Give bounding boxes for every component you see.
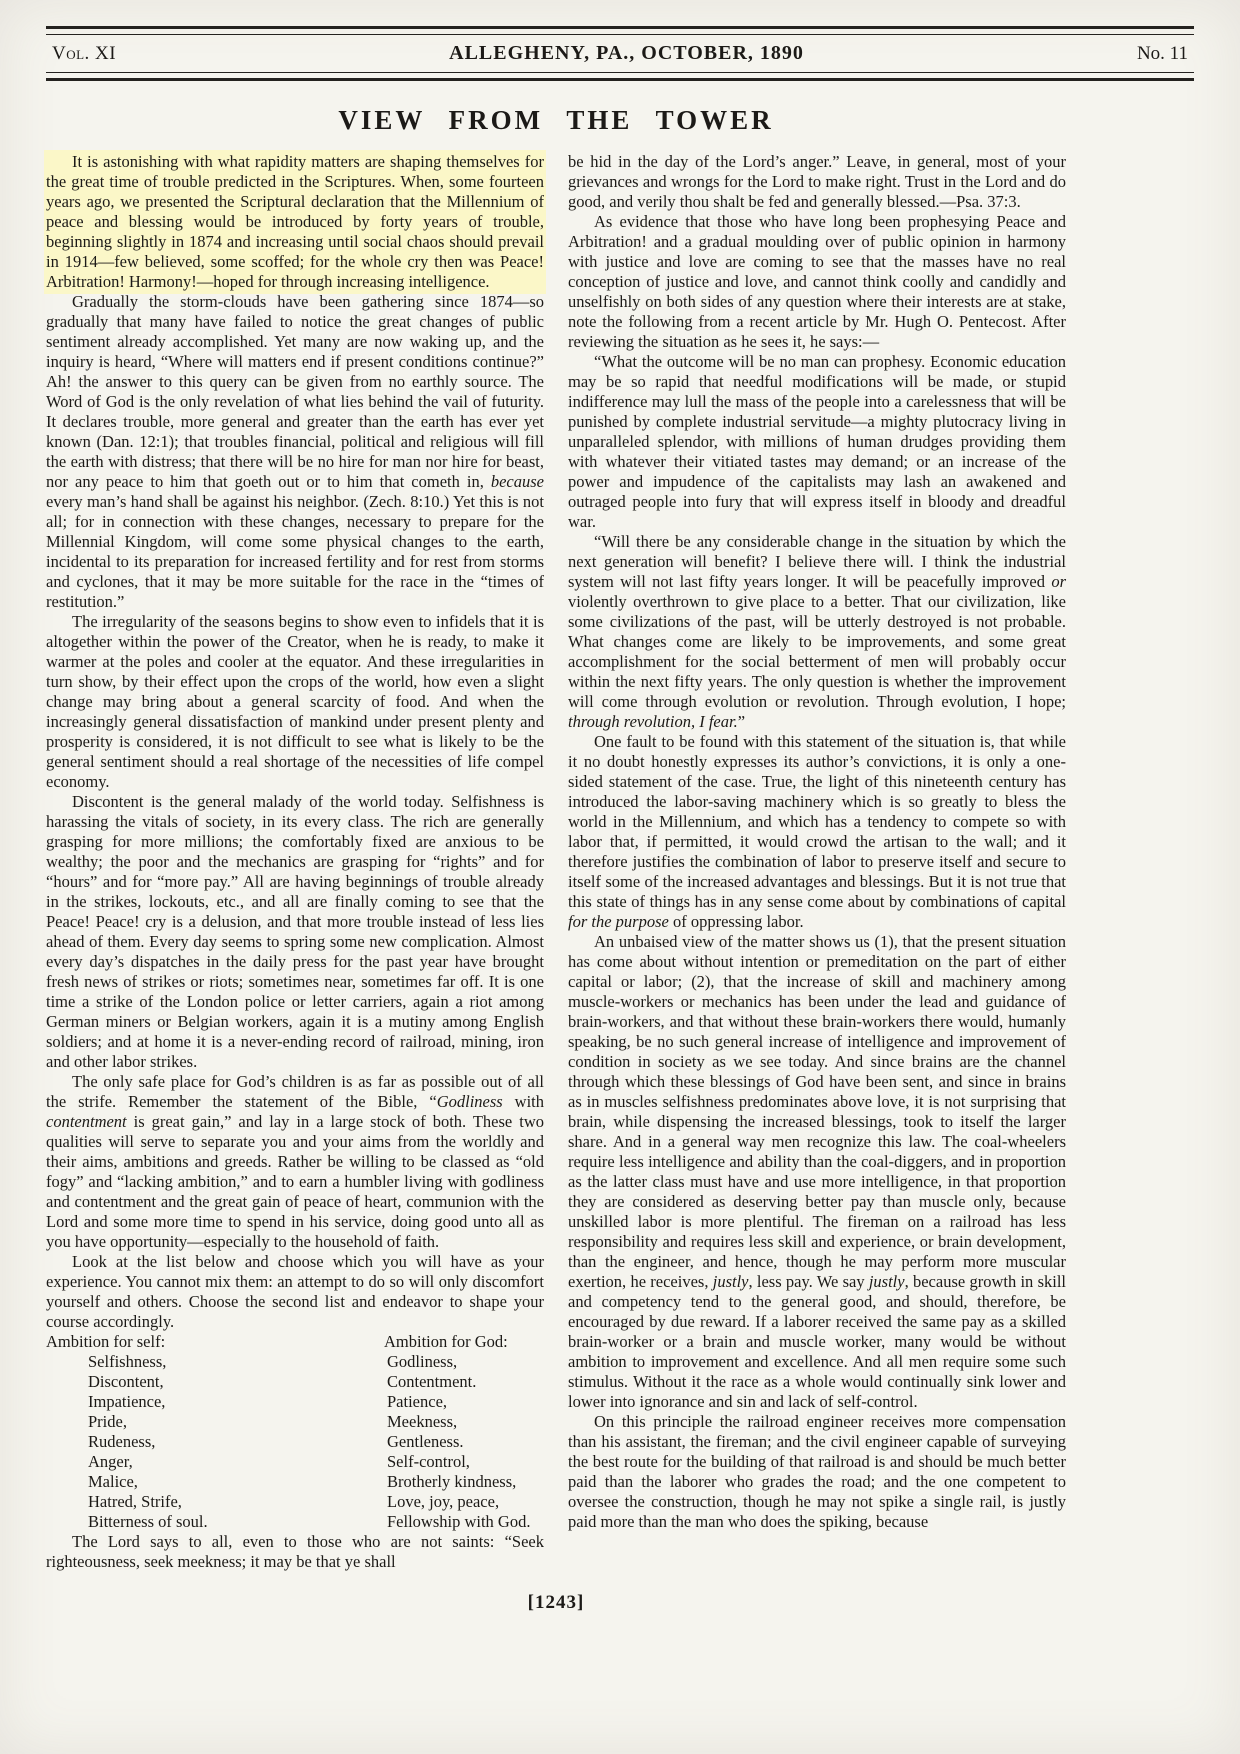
paragraph: As evidence that those who have long been prophesying Peace and Arbitration! and a gradual moulding over of public opinion in harmony with justice and love are coming to see that the masses have no real conception of justice and love, and cannot think coolly and candidly and unselfishly on both sides of any question where their interests are at stake, note the following from a recent article by Mr. Hugh O. Pentecost. After reviewing the situation as he sees it, he says:— xyxy=(568,212,1066,351)
paragraph: “Will there be any considerable change in the situation by which the next generation will benefit? I believe there will. I think the industrial system will not last fifty years longer. It will be peacefully improved or violently overthrown to give place to a better. That our civilization, like some civilizations of the past, will be utterly destroyed is not probable. What changes come are likely to be improvements, and some great accomplishment for the social betterment of men will probably occur within the next fifty years. The only question is whether the improvement will come through evolution or revolution. Through evolution, I hope; through revolution, I fear.” xyxy=(568,532,1066,731)
paragraph: The irregularity of the seasons begins to show even to infidels that it is altogether within the power of the Creator, when he is ready, to make it warmer at the poles and cooler at the equator. And these irregularities in turn show, by their effect upon the crops of the world, how even a slight change may bring about a general scarcity of food. And when the increasingly general dissatisfaction of mankind under present plenty and prosperity is considered, it is not difficult to see what is likely to be the general sentiment should a real shortage of the necessities of life compel economy. xyxy=(46,612,544,791)
masthead xyxy=(46,35,1194,72)
ambition-self-column xyxy=(46,1332,384,1532)
paragraph: Gradually the storm-clouds have been gathering since 1874—so gradually that many have failed to notice the great changes of public sentiment already accomplished. Yet many are now waking up, and the inquiry is heard, “Where will matters end if present conditions continue?” Ah! the answer to this query can be given from no earthly source. The Word of God is the only revelation of what lies behind the vail of futurity. It declares trouble, more general and greater than the earth has ever yet known (Dan. 12:1); that troubles financial, political and religious will fill the earth with distress; that there will be no hire for man nor hire for beast, nor any peace to him that goeth out or to him that cometh in, because every man’s hand shall be against his neighbor. (Zech. 8:10.) Yet this is not all; for in connection with these changes, necessary to prepare for the Millennial Kingdom, will come some physical changes to the earth, incidental to its preparation for increased fertility and for rest from storms and cyclones, that it may be more suitable for the race in the “times of restitution.” xyxy=(46,292,544,611)
right-column xyxy=(568,152,1066,1572)
ambition-self-item: Impatience, xyxy=(88,1392,166,1411)
paragraph: The only safe place for God’s children is as far as possible out of all the strife. Remember the statement of the Bible, “Godliness with contentment is great gain,” and lay in a large stock of both. These two qualities will serve to separate you and your aims from the worldly and their aims, ambitions and greeds. Rather be willing to be classed as “old fogy” and “lacking ambition,” and to earn a humbler living with godliness and contentment and the great gain of peace of heart, communion with the Lord and some more time to spend in his service, doing good unto all as you have opportunity—especially to the household of faith. xyxy=(46,1072,544,1251)
ambition-self-item: Anger, xyxy=(88,1452,133,1471)
ambition-self-item: Pride, xyxy=(88,1412,127,1431)
paragraph: Discontent is the general malady of the world today. Selfishness is harassing the vitals of society, in its every class. The rich are generally grasping for more millions; the comfortably fixed are anxious to be wealthy; the poor and the mechanics are grasping for “rights” and for “hours” and for “more pay.” All are having beginnings of trouble already in the strikes, lockouts, etc., and all are finally coming to see that the Peace! Peace! cry is a delusion, and that more trouble instead of less lies ahead of them. Every day seems to spring some new complication. Almost every day’s dispatches in the daily press for the past year have brought fresh news of strikes or riots; sometimes near, sometimes far off. It is one time a strike of the London police or letter carriers, again a riot among German miners or Belgian workers, again it is a mutiny among English soldiers; and at home it is a never-ending record of railroad, mining, iron and other labor strikes. xyxy=(46,792,544,1071)
ambition-god-item: Gentleness. xyxy=(387,1432,464,1451)
ambition-god-item: Love, joy, peace, xyxy=(387,1492,500,1511)
masthead-volume: Vol. XI xyxy=(52,43,117,64)
masthead-bottom-rule xyxy=(46,72,1194,81)
ambition-god-item: Godliness, xyxy=(387,1352,458,1371)
page-number: [1243] xyxy=(527,1592,585,1613)
paragraph: Look at the list below and choose which you will have as your experience. You cannot mix them: an attempt to do so will only discomfort yourself and others. Choose the second list and endeavor to shape your course accordingly. xyxy=(46,1252,544,1331)
paragraph: It is astonishing with what rapidity matters are shaping themselves for the great time of trouble predicted in the Scriptures. When, some fourteen years ago, we presented the Scriptural declaration that the Millennium of peace and blessing would be introduced by forty years of trouble, beginning slightly in 1874 and increasing until social chaos should prevail in 1914—few believed, some scoffed; for the whole cry then was Peace! Arbitration! Harmony!—hoped for through increasing intelligence. xyxy=(46,152,544,291)
ambition-god-item: Contentment. xyxy=(387,1372,477,1391)
ambition-god-item: Self-control, xyxy=(387,1452,470,1471)
ambition-self-item: Hatred, Strife, xyxy=(88,1492,182,1511)
left-column-closing-paragraphs xyxy=(46,1532,544,1572)
right-column-paragraphs xyxy=(568,152,1066,1532)
left-column-paragraphs xyxy=(46,152,544,1332)
paragraph: On this principle the railroad engineer receives more compensation than his assistant, the fireman; and the civil engineer capable of surveying the best route for the building of that railroad is and should be much better paid than the laborer who grades the road; and the one competent to oversee the construction, though he may not spike a single rail, is justly paid more than the man who does the spiking, because xyxy=(568,1412,1066,1531)
paragraph: “What the outcome will be no man can prophesy. Economic education may be so rapid that needful modifications will be made, or stupid indifference may lull the mass of the people into a carelessness that will be punished by complete industrial servitude—a mighty plutocracy living in unparalleled splendor, with millions of human drudges providing them with whatever their vitiated tastes may demand; or an increase of the power and impudence of the capitalists may lash an awakened and outraged people into fury that will express itself in bloody and dreadful war. xyxy=(568,352,1066,531)
ambition-self-item: Rudeness, xyxy=(88,1432,156,1451)
masthead-top-rule xyxy=(46,26,1194,35)
ambition-god-item: Fellowship with God. xyxy=(387,1512,531,1531)
ambition-god-item: Meekness, xyxy=(387,1412,458,1431)
ambition-self-items xyxy=(46,1352,384,1532)
ambition-god-item: Brotherly kindness, xyxy=(387,1472,517,1491)
masthead-place-date: ALLEGHENY, PA., OCTOBER, 1890 xyxy=(449,42,804,64)
left-column xyxy=(46,152,544,1572)
ambition-god-item: Patience, xyxy=(387,1392,448,1411)
article-title: VIEW FROM THE TOWER xyxy=(338,105,774,135)
ambition-self-item: Selfishness, xyxy=(88,1352,167,1371)
ambition-self-item: Malice, xyxy=(88,1472,138,1491)
paragraph: One fault to be found with this statement of the situation is, that while it no doubt honestly expresses its author’s convictions, it is only a one-sided statement of the case. True, the light of this nineteenth century has introduced the labor-saving machinery which is so greatly to bless the world in the Millennium, and which has a tendency to compete so with labor that, if permitted, it would crowd the artisan to the wall; and it therefore justifies the combination of labor to preserve itself and secure to itself some of the increased advantages and blessings. But it is not true that this state of things has in any sense come about by combinations of capital for the purpose of oppressing labor. xyxy=(568,732,1066,931)
paragraph: An unbaised view of the matter shows us (1), that the present situation has come about without intention or premeditation on the part of either capital or labor; (2), that the increase of skill and machinery among muscle-workers or mechanics has been under the lead and guidance of brain-workers, and that without these brain-workers there would, humanly speaking, be no such general increase of intelligence and improvement of condition in society as we see today. And since brains are the channel through which these blessings of God have been sent, and since in brains as in muscles selfishness predominates above love, it is not surprising that brain, while dispensing the increased blessings, took to itself the larger share. And in a general way men recognize this law. The coal-wheelers require less intelligence and ability than the coal-diggers, and in proportion as the latter class must have and use more intelligence, in that proportion they are considered as deserving better pay than muscle only, because unskilled labor is more plentiful. The fireman on a railroad has less responsibility and requires less skill and experience, or brain development, than the engineer, and hence, though he may perform more muscular exertion, he receives, justly, less pay. We say justly, because growth in skill and competency tend to the general good, and should, therefore, be encouraged by due reward. If a laborer received the same pay as a skilled brain-worker or a brain and muscle worker, many would be without ambition to improvement and excellence. And all men require some such stimulus. Without it the race as a whole would continually sink lower and lower into ignorance and sin and lack of self-control. xyxy=(568,932,1066,1411)
paragraph: The Lord says to all, even to those who are not saints: “Seek righteousness, seek meekness; it may be that ye shall xyxy=(46,1532,544,1571)
masthead-issue-number: No. 11 xyxy=(1136,43,1188,64)
ambition-list xyxy=(46,1332,544,1532)
paragraph: be hid in the day of the Lord’s anger.” Leave, in general, most of your grievances and wrongs for the Lord to make right. Trust in the Lord and do good, and verily thou shalt be fed and generally blessed.—Psa. 37:3. xyxy=(568,152,1066,211)
ambition-god-column xyxy=(384,1332,544,1532)
article-body xyxy=(46,152,1066,1572)
ambition-self-item: Discontent, xyxy=(88,1372,164,1391)
ambition-self-item: Bitterness of soul. xyxy=(88,1512,208,1531)
ambition-self-header: Ambition for self: xyxy=(46,1332,166,1351)
ambition-god-items xyxy=(384,1352,544,1532)
ambition-god-header: Ambition for God: xyxy=(384,1332,508,1351)
